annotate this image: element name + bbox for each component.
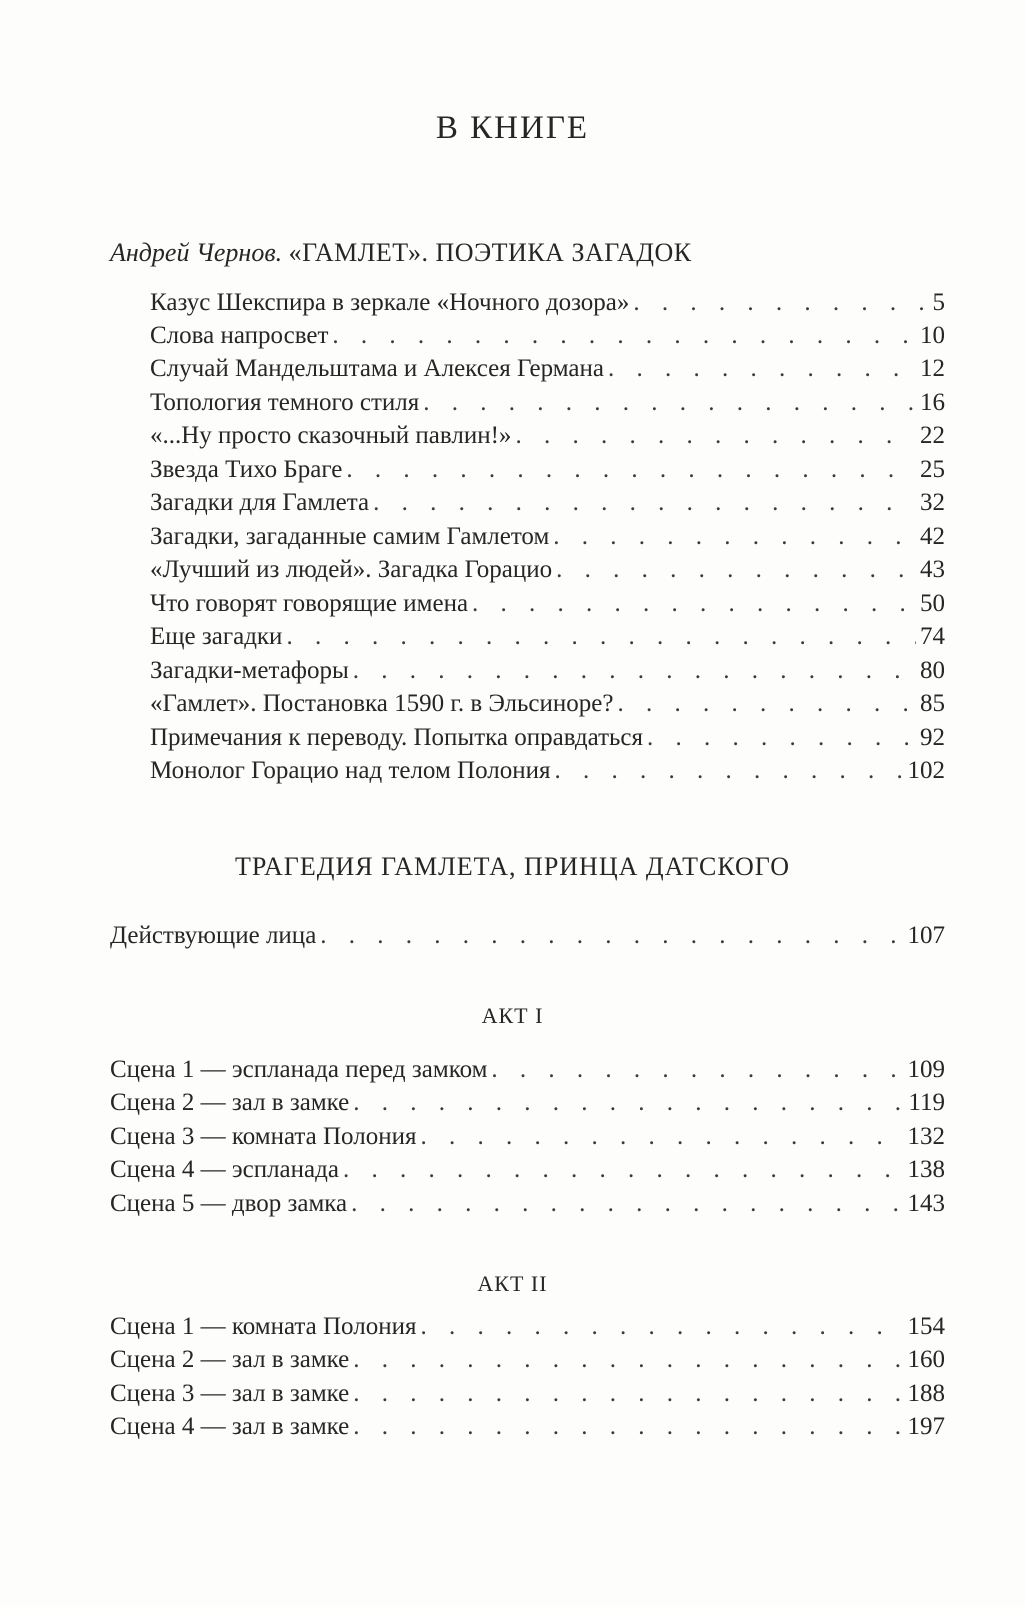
toc-entry-page: 22	[920, 422, 945, 449]
toc-entry-label: Что говорят говорящие имена	[150, 590, 469, 617]
toc-entry[interactable]	[150, 321, 945, 351]
essay-heading	[110, 238, 692, 268]
toc-entry-page: 85	[920, 690, 945, 717]
toc-entry[interactable]	[150, 455, 945, 485]
toc-entry-page: 32	[920, 489, 945, 516]
toc-entry-label: Монолог Горацио над телом Полония	[150, 757, 551, 784]
scene-entry[interactable]	[110, 1312, 945, 1342]
dot-leader	[351, 1189, 903, 1219]
dot-leader	[353, 1412, 903, 1442]
dot-leader	[647, 723, 916, 753]
toc-entry-label: Сцена 1 — эспланада перед замком	[110, 1056, 488, 1083]
dot-leader	[353, 656, 916, 686]
toc-entry-page: 143	[907, 1190, 945, 1217]
dot-leader	[420, 1122, 903, 1152]
toc-entry-label: Сцена 2 — зал в замке	[110, 1089, 350, 1116]
dot-leader	[353, 1345, 903, 1375]
toc-entry-page: 25	[920, 456, 945, 483]
dot-leader	[553, 522, 916, 552]
act-title: АКТ I	[481, 1003, 544, 1028]
toc-entry-page: 42	[920, 523, 945, 550]
toc-entry[interactable]	[150, 756, 945, 786]
toc-entry-label: Сцена 3 — зал в замке	[110, 1380, 350, 1407]
toc-entry-label: Топология темного стиля	[150, 389, 420, 416]
toc-entry[interactable]	[150, 589, 945, 619]
toc-entry-page: 119	[908, 1089, 945, 1116]
toc-entry-label: Сцена 1 — комната Полония	[110, 1313, 417, 1340]
scene-entry[interactable]	[110, 1412, 945, 1442]
dot-leader	[320, 921, 903, 951]
dot-leader	[555, 756, 904, 786]
toc-entry-label: Еще загадки	[150, 623, 283, 650]
toc-entry[interactable]	[150, 723, 945, 753]
toc-entry[interactable]	[150, 522, 945, 552]
toc-entry-page: 102	[907, 757, 945, 784]
toc-entry-label: Случай Мандельштама и Алексея Германа	[150, 355, 604, 382]
toc-entry-label: «...Ну просто сказочный павлин!»	[150, 422, 512, 449]
dot-leader	[346, 455, 916, 485]
dot-leader	[420, 1312, 903, 1342]
toc-entry-label: Сцена 4 — зал в замке	[110, 1413, 350, 1440]
scene-entry[interactable]	[110, 1155, 945, 1185]
toc-entry-label: «Лучший из людей». Загадка Горацио	[150, 556, 553, 583]
toc-entry-page: 138	[907, 1156, 945, 1183]
play-title: ТРАГЕДИЯ ГАМЛЕТА, ПРИНЦА ДАТСКОГО	[235, 852, 790, 881]
toc-entry-page: 50	[920, 590, 945, 617]
act-title: АКТ II	[477, 1271, 548, 1296]
toc-entry-label: Сцена 2 — зал в замке	[110, 1346, 350, 1373]
toc-entry-page: 188	[907, 1380, 945, 1407]
dot-leader	[556, 555, 916, 585]
dot-leader	[353, 1088, 904, 1118]
toc-entry-page: 43	[920, 556, 945, 583]
toc-entry-page: 5	[932, 289, 945, 316]
dot-leader	[515, 421, 916, 451]
toc-entry-label: Звезда Тихо Браге	[150, 456, 343, 483]
scene-entry[interactable]	[110, 1189, 945, 1219]
scene-entry[interactable]	[110, 1088, 945, 1118]
dot-leader	[617, 689, 916, 719]
scene-entry[interactable]	[110, 1379, 945, 1409]
dot-leader	[423, 388, 916, 418]
toc-entry-page: 109	[907, 1056, 945, 1083]
toc-entry[interactable]	[150, 555, 945, 585]
dot-leader	[332, 321, 916, 351]
scene-entry[interactable]	[110, 1055, 945, 1085]
toc-entry-page: 197	[907, 1413, 945, 1440]
toc-entry-page: 154	[907, 1313, 945, 1340]
characters-entry[interactable]	[110, 921, 945, 951]
toc-entry-label: Сцена 5 — двор замка	[110, 1190, 348, 1217]
toc-entry-label: Загадки, загаданные самим Гамлетом	[150, 523, 550, 550]
toc-entry-page: 107	[907, 922, 945, 949]
toc-entry-page: 160	[907, 1346, 945, 1373]
dot-leader	[343, 1155, 904, 1185]
toc-entry-label: «Гамлет». Постановка 1590 г. в Эльсиноре?	[150, 690, 614, 717]
scene-entry[interactable]	[110, 1122, 945, 1152]
toc-entry-page: 80	[920, 657, 945, 684]
scene-entry[interactable]	[110, 1345, 945, 1375]
dot-leader	[633, 288, 928, 318]
dot-leader	[286, 622, 916, 652]
toc-entry-page: 132	[907, 1123, 945, 1150]
toc-entry-label: Сцена 4 — эспланада	[110, 1156, 339, 1183]
toc-entry-label: Слова напросвет	[150, 322, 329, 349]
toc-entry[interactable]	[150, 354, 945, 384]
essay-author: Андрей Чернов.	[110, 238, 283, 267]
toc-entry-label: Сцена 3 — комната Полония	[110, 1123, 417, 1150]
dot-leader	[608, 354, 916, 384]
toc-entry-page: 12	[920, 355, 945, 382]
toc-entry-page: 16	[920, 389, 945, 416]
toc-entry[interactable]	[150, 488, 945, 518]
dot-leader	[472, 589, 916, 619]
toc-entry[interactable]	[150, 689, 945, 719]
page-title: В КНИГЕ	[435, 110, 590, 146]
dot-leader	[491, 1055, 903, 1085]
toc-entry[interactable]	[150, 421, 945, 451]
toc-entry-label: Примечания к переводу. Попытка оправдаться	[150, 724, 644, 751]
dot-leader	[353, 1379, 903, 1409]
toc-entry[interactable]	[150, 288, 945, 318]
toc-entry[interactable]	[150, 656, 945, 686]
toc-entry-label: Загадки для Гамлета	[150, 489, 370, 516]
toc-entry-label: Казус Шекспира в зеркале «Ночного дозора»	[150, 289, 630, 316]
toc-entry-page: 74	[920, 623, 945, 650]
essay-title: «ГАМЛЕТ». ПОЭТИКА ЗАГАДОК	[288, 238, 692, 267]
toc-entry[interactable]	[150, 622, 945, 652]
toc-entry-label: Загадки-метафоры	[150, 657, 349, 684]
toc-entry[interactable]	[150, 388, 945, 418]
toc-entry-page: 92	[920, 724, 945, 751]
toc-entry-page: 10	[920, 322, 945, 349]
toc-entry-label: Действующие лица	[110, 922, 317, 949]
dot-leader	[373, 488, 916, 518]
